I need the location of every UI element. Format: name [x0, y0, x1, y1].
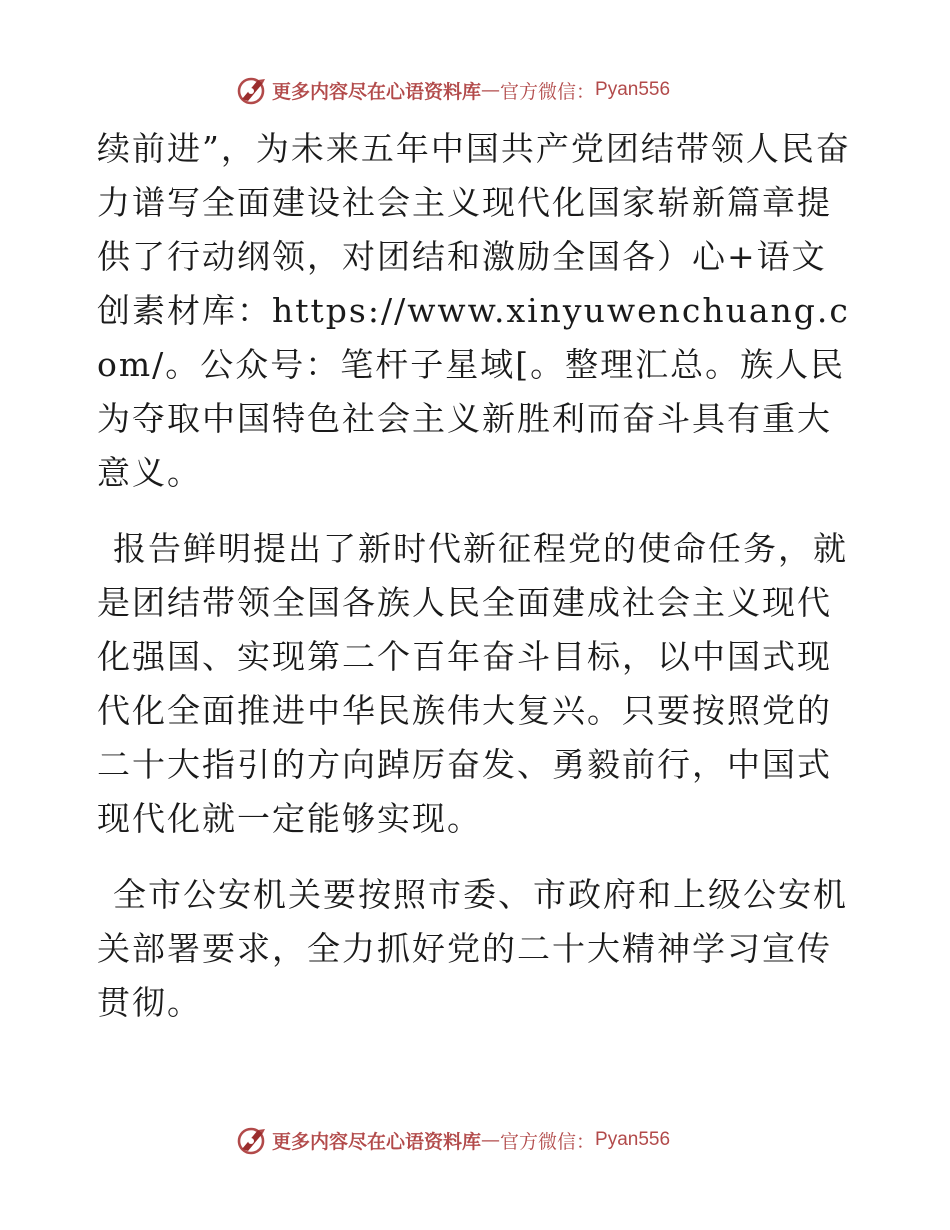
- header-banner: [236, 72, 716, 108]
- footer-slogan: 更多内容尽在心语资料库: [272, 1130, 482, 1153]
- pen-nib-circle-icon: [236, 74, 268, 106]
- header-separator: —: [481, 79, 501, 101]
- header-wechat-id: Pyan556: [595, 79, 671, 100]
- header-slogan: 更多内容尽在心语资料库: [272, 80, 482, 103]
- footer-wechat-label: 官方微信：: [500, 1130, 596, 1153]
- paragraph-3: 全市公安机关要按照市委、市政府和上级公安机关部署要求，全力抓好党的二十大精神学习宣传贯彻。: [97, 875, 848, 1022]
- footer-separator: —: [481, 1129, 501, 1151]
- footer-banner: [236, 1122, 716, 1158]
- pen-nib-circle-icon: [236, 1124, 268, 1156]
- paragraph-2: 报告鲜明提出了新时代新征程党的使命任务，就是团结带领全国各族人民全面建成社会主义现代化强国、实现第二个百年奋斗目标，以中国式现代化全面推进中华民族伟大复兴。只要按照党的二十大指引的方向踔厉奋发、勇毅前行，中国式现代化就一定能够实现。: [97, 529, 848, 838]
- footer-wechat-id: Pyan556: [595, 1129, 671, 1150]
- header-wechat-label: 官方微信：: [500, 80, 596, 103]
- paragraph-1: 续前进”，为未来五年中国共产党团结带领人民奋力谱写全面建设社会主义现代化国家崭新篇章提供了行动纲领，对团结和激励全国各）心+语文创素材库：https://www.xinyuwenchuang.com/。公众号：笔杆子星域[。整理汇总。族人民为夺取中国特色社会主义新胜利而奋斗具有重大意义。: [97, 129, 851, 492]
- document-body: [97, 122, 857, 1052]
